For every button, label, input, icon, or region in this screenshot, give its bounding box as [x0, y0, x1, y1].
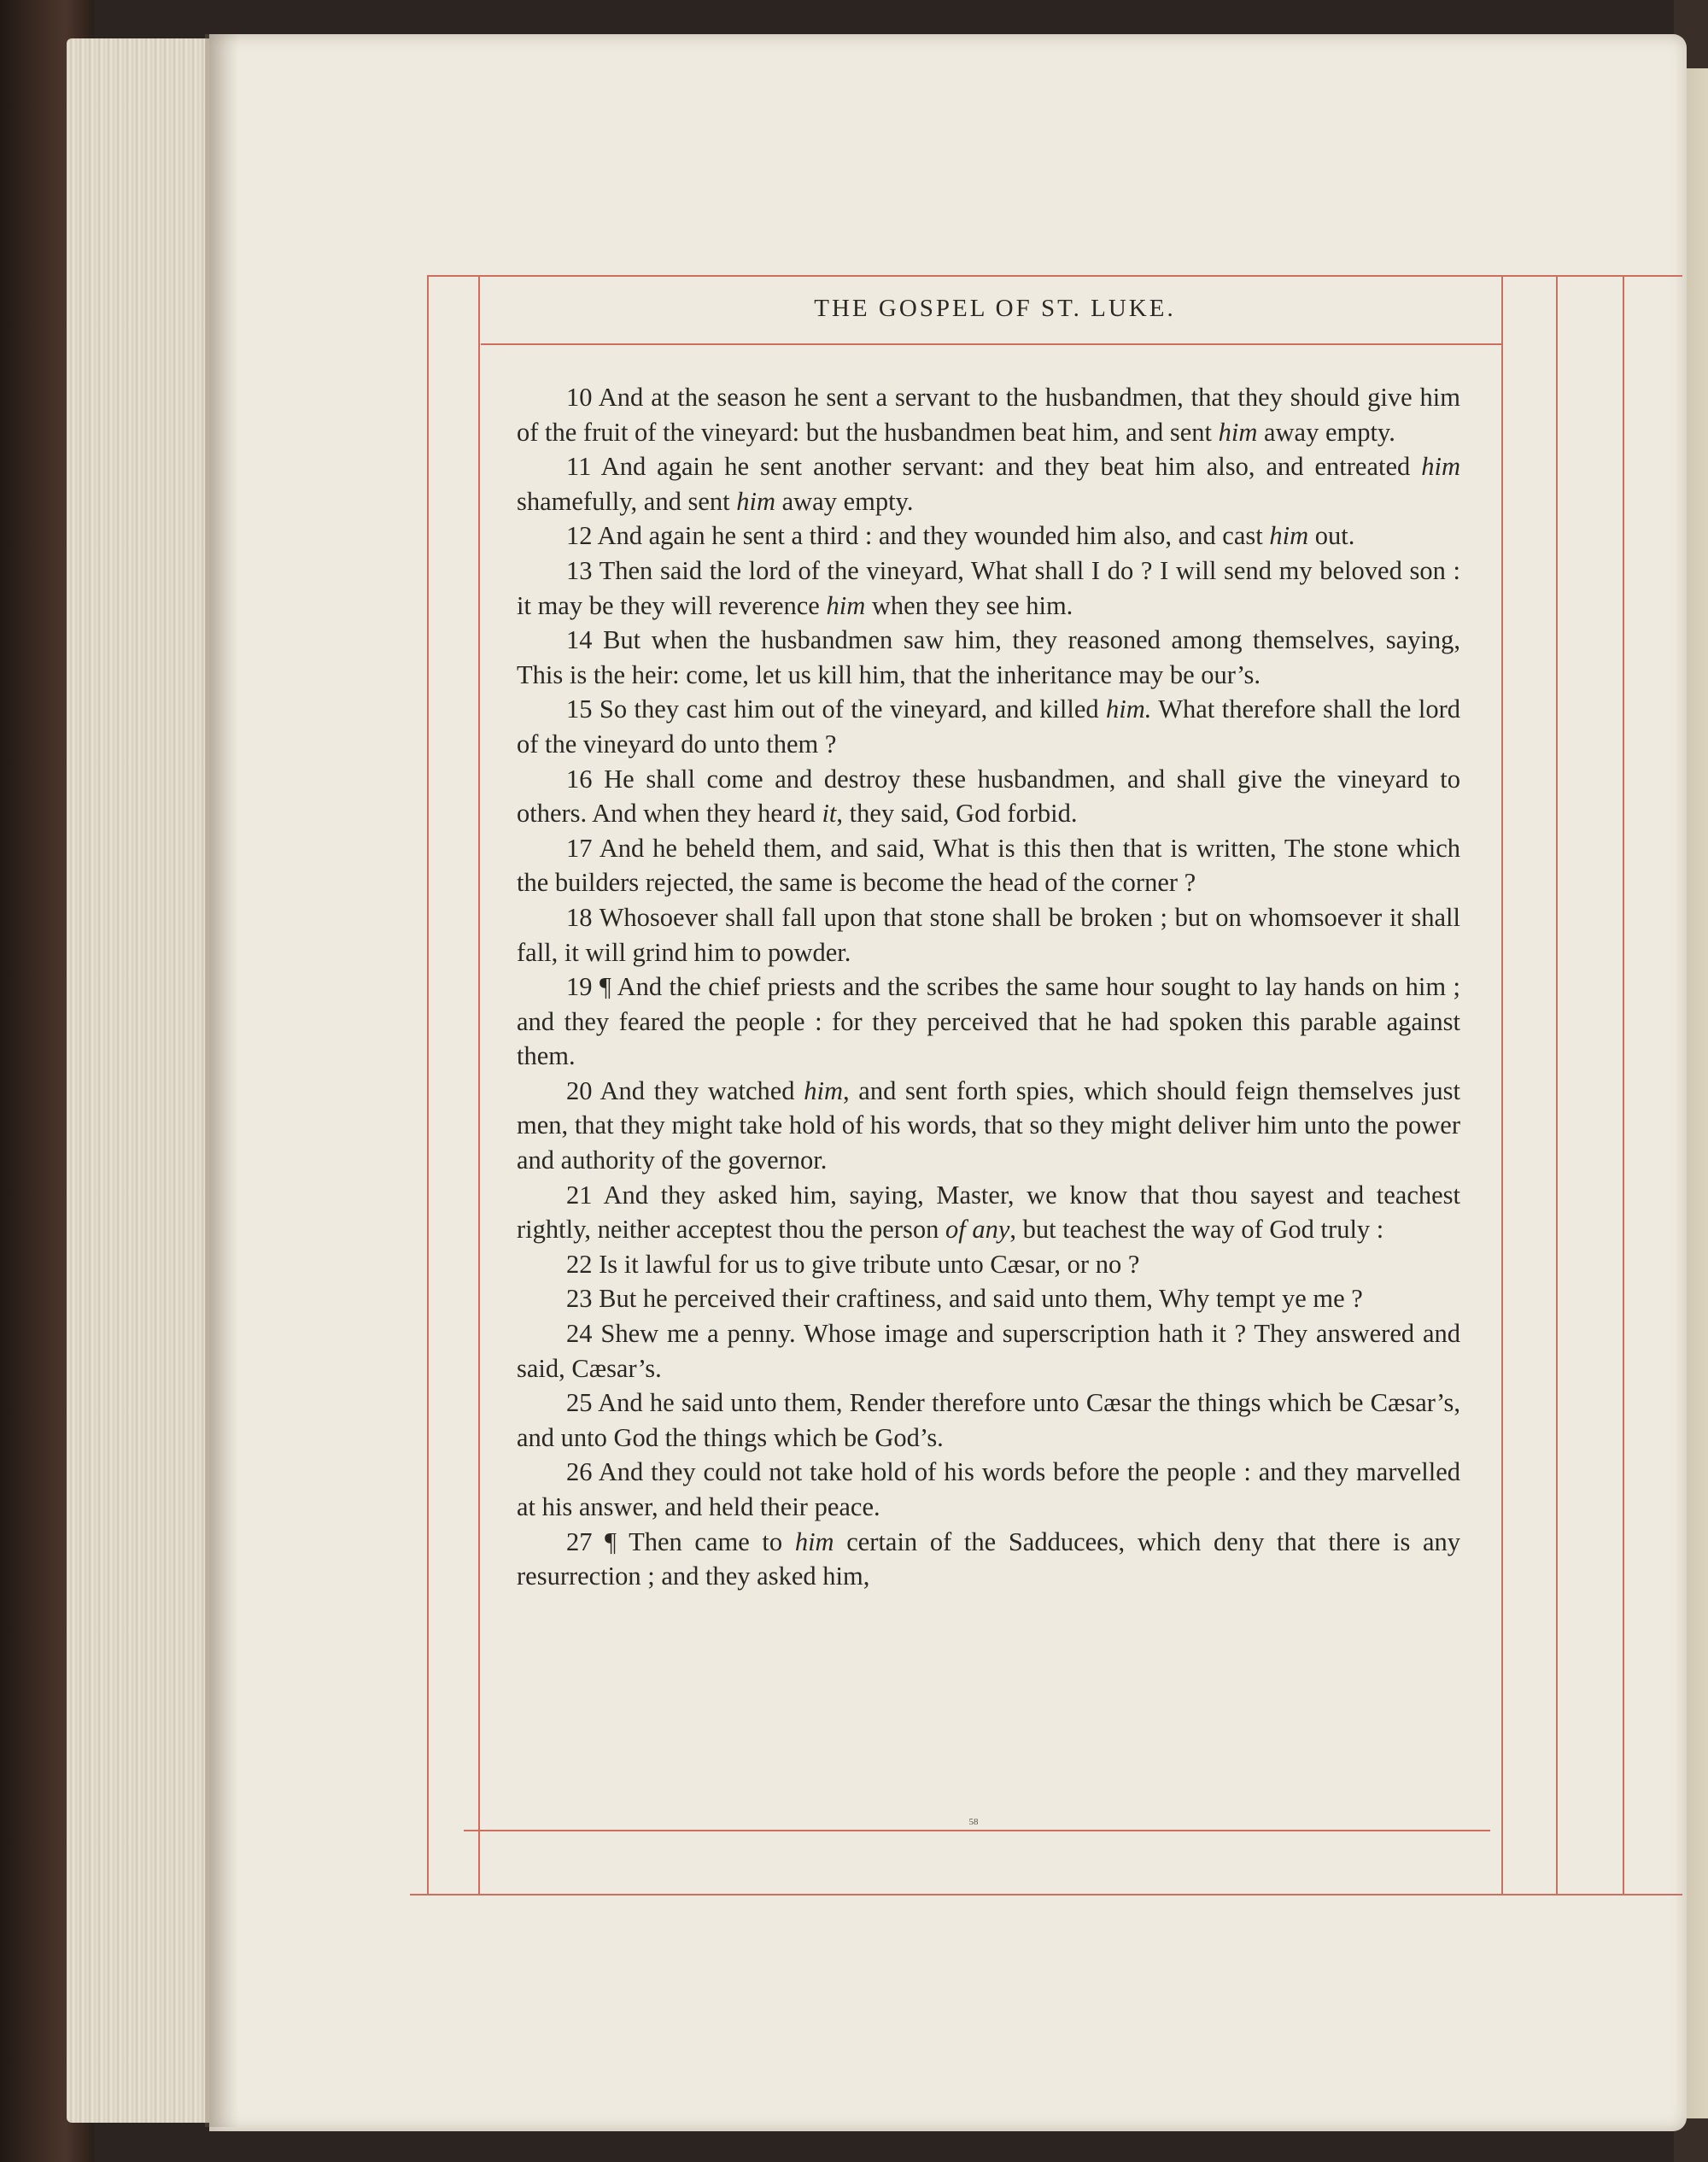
verse-text: out. — [1308, 521, 1355, 551]
verse-text: away empty. — [1257, 417, 1395, 447]
verse-20 — [517, 1074, 1460, 1178]
gutter-shadow — [205, 34, 239, 2127]
verse-text: , and sent forth spies, which should feign themselves just men, that they might take hold of his words, that so they might deliver him unto the power and authority of the governor. — [517, 1075, 1461, 1175]
verse-12 — [517, 519, 1460, 554]
verse-19 — [517, 970, 1460, 1074]
italic-word: him — [1269, 521, 1309, 551]
verse-text: certain of the Sadducees, which deny that there is any resurrection ; and they asked him, — [517, 1526, 1461, 1591]
verse-15 — [517, 692, 1460, 761]
frame-rule-top — [427, 275, 1682, 277]
verse-text: And they watched — [600, 1075, 804, 1105]
verse-text: What therefore shall the lord of the vineyard do unto them ? — [517, 694, 1460, 759]
verse-text: Is it lawful for us to give tribute unto Cæsar, or no ? — [599, 1249, 1140, 1279]
verse-26 — [517, 1455, 1460, 1524]
verse-number: 18 — [566, 902, 593, 932]
verse-number: 23 — [566, 1284, 593, 1314]
italic-word: him — [736, 486, 775, 516]
verse-17 — [517, 831, 1460, 900]
verse-23 — [517, 1281, 1460, 1316]
italic-word: of any — [945, 1215, 1010, 1245]
verse-text: And he beheld them, and said, What is this then that is written, The stone which the builders rejected, the same is become the head of the corner ? — [517, 833, 1460, 898]
verse-text: away empty. — [775, 486, 914, 516]
verse-text: , but teachest the way of God truly : — [1009, 1215, 1384, 1245]
running-head: THE GOSPEL OF ST. LUKE. — [814, 295, 1176, 322]
scripture-text — [517, 380, 1460, 1594]
frame-rule-left-outer — [427, 275, 429, 1895]
verse-text: And he said unto them, Render therefore unto Cæsar the things which be Cæsar’s, and unto God the things which be God’s. — [517, 1388, 1460, 1452]
italic-word: him — [1421, 452, 1460, 482]
verse-number: 24 — [566, 1319, 593, 1349]
italic-word: him. — [1106, 694, 1152, 724]
frame-rule-right-inner — [1501, 275, 1503, 1895]
verse-number: 19 — [566, 972, 593, 1002]
verse-text: He shall come and destroy these husbandmen, and shall give the vineyard to others. And when they heard — [517, 764, 1461, 829]
verse-text: And at the season he sent a servant to the husbandmen, that they should give him of the fruit of the vineyard: but the husbandmen beat him, and sent — [517, 383, 1461, 447]
italic-word: it — [822, 799, 837, 829]
verse-21 — [517, 1178, 1460, 1247]
verse-text: But when the husbandmen saw him, they reasoned among themselves, saying, This is the heir: come, let us kill him, that the inheritance may be our’s. — [517, 625, 1460, 689]
verse-text: Then said the lord of the vineyard, What shall I do ? I will send my beloved son : it may be they will reverence — [517, 555, 1460, 620]
verse-number: 15 — [566, 694, 593, 724]
page-number: 58 — [968, 1817, 979, 1827]
verse-text: And again he sent another servant: and they beat him also, and entreated — [600, 452, 1422, 482]
verse-text: But he perceived their craftiness, and said unto them, Why tempt ye me ? — [599, 1284, 1363, 1314]
italic-word: him — [826, 590, 866, 620]
verse-22 — [517, 1247, 1460, 1282]
verse-text: And they could not take hold of his words before the people : and they marvelled at his answer, and held their peace. — [517, 1457, 1460, 1521]
verse-number: 27 — [566, 1526, 593, 1556]
frame-rule-left-inner — [478, 275, 480, 1895]
verse-text: , they said, God forbid. — [836, 799, 1078, 829]
frame-rule-head — [481, 343, 1503, 345]
verse-number: 17 — [566, 833, 593, 863]
verse-text: Whosoever shall fall upon that stone shall be broken ; but on whomsoever it shall fall, it will grind him to powder. — [517, 902, 1461, 967]
frame-rule-right-far — [1623, 275, 1624, 1895]
verse-16 — [517, 762, 1460, 831]
verse-number: 10 — [566, 383, 593, 412]
italic-word: him — [804, 1075, 843, 1105]
verse-number: 16 — [566, 764, 593, 794]
frame-rule-bottom — [410, 1894, 1682, 1895]
verse-number: 12 — [566, 521, 593, 551]
verse-text: ¶ And the chief priests and the scribes the same hour sought to lay hands on him ; and they feared the people : for they perceived that he had spoken this parable against them. — [517, 972, 1461, 1071]
verse-number: 11 — [566, 452, 592, 482]
italic-word: him — [794, 1526, 834, 1556]
verse-10 — [517, 380, 1460, 449]
verse-14 — [517, 623, 1460, 692]
verse-18 — [517, 900, 1460, 970]
verse-text: And they asked him, saying, Master, we know that thou sayest and teachest rightly, neither acceptest thou the person — [517, 1180, 1460, 1245]
verse-number: 26 — [566, 1457, 593, 1487]
verse-11 — [517, 449, 1460, 519]
verse-27 — [517, 1525, 1460, 1594]
verse-number: 22 — [566, 1249, 593, 1279]
verse-number: 21 — [566, 1180, 593, 1210]
verse-text: ¶ Then came to — [605, 1526, 795, 1556]
verse-24 — [517, 1316, 1460, 1386]
verse-text: when they see him. — [865, 590, 1073, 620]
verse-13 — [517, 554, 1460, 623]
verse-number: 25 — [566, 1388, 593, 1418]
verse-text: So they cast him out of the vineyard, and killed — [599, 694, 1107, 724]
verse-number: 14 — [566, 625, 593, 655]
frame-rule-foot — [464, 1830, 1490, 1831]
frame-rule-right-outer — [1556, 275, 1558, 1895]
verse-text: shamefully, and sent — [517, 486, 737, 516]
verse-text: Shew me a penny. Whose image and superscription hath it ? They answered and said, Cæsar’s. — [517, 1319, 1461, 1383]
verse-number: 20 — [566, 1075, 593, 1105]
verse-25 — [517, 1386, 1460, 1455]
verse-number: 13 — [566, 555, 593, 585]
italic-word: him — [1218, 417, 1258, 447]
verse-text: And again he sent a third : and they wounded him also, and cast — [597, 521, 1270, 551]
